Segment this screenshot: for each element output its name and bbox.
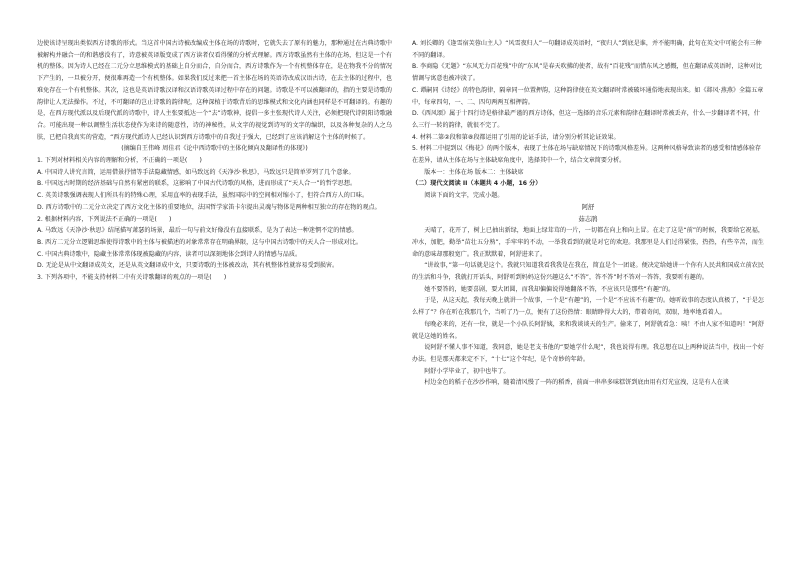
question-3-option-b: B. 李商隐《无题》“东风无力百花残”中的“东风”是春天吹拂的使者，故有“百花残”而惜东风之感慨，但在翻译成英语时，这种对比情调与寓意也被冲淡了。: [412, 63, 762, 83]
article-paragraph: 每晚必来的，还有一位，就是一个小队长阿舒姨，来和我谈谈天的生产。偷来了，阿舒就看急：咦！不由人家不知道吗！”阿舒就是这她的姓名。: [412, 320, 764, 340]
question-1-option-a: A. 中国诗人讲究言简，运用借景抒情等手法隐藏情感，如马致远的《天净沙·秋思》，马致远只是简单罗列了几个意象。: [37, 168, 355, 176]
article-paragraph: 于是，从这天起，我每天晚上就讲一个故事，一个是“有趣”的，一个是“不应该不有趣”的。她听故事的态度认真极了，“于是怎么样了”？你在听在我那几个，当听了乃一点，便有了这份热情：眼睛睁得大大的，带着奇问，双眼，地率地看着人。: [412, 297, 764, 317]
question-2-option-b: B. 西方二元分立逻辑思维使得诗歌中的主体与被描述的对象常常存在明确界限，这与中国古诗歌中的天人合一形成对比。: [37, 238, 362, 246]
question-3-option-a: A. 刘长卿的《逢雪宿芙蓉山主人》“风雪夜归人”一句翻译成英语时，“夜归人”到底是谁，并不能明确，此句在英文中可能会有三种不同的翻译。: [412, 40, 762, 59]
question-2-option-c: C. 中国古典诗歌中，隐藏主体常常体现被隐藏的内容，读者可以深刻地体会到诗人的情感与品质。: [37, 250, 302, 258]
article-author: 茹志鹃: [578, 214, 598, 223]
article-paragraph: 村边金色的稻子在沙沙作响，随着清风慢了一阵的稻香，前面一串串多味糕饼到底由用有灯光宣洩，这是有人在谈: [424, 379, 729, 387]
article-title: 阿舒: [581, 202, 595, 211]
section-instruction: 阅读下面的文字，完成小题。: [424, 192, 504, 200]
passage-paragraph: 边使该诗呈现出类似西方诗歌的形式。当这首中国古诗被改编成主体在场的诗歌时，它就失去了原有的魅力，那种通过在古典诗歌中被解构并融合一的和谐感没有了，诗意被英译版变成了西方读者仅看得懂的分析式理解。西方诗歌虽然有主体的在场，但这是一个有机的整体。因为诗人已经在二元分立思维模式的基础上自分而合，自分而合，西方诗歌作为一个有机整体存在，是在物我不分的情况下产生的，一旦被分开，便很难再造一个有机整体。如果我们反过来把一首主体在场的英语诗改成汉语古诗，在去主体的过程中，也难免存在一个有机整体。其次，这也是英语诗歌汉译和汉语诗歌英译过程中存在的问题。诗歌是不可以被翻译的，指的主要是诗歌的韵律让人无法操作。不过，不可翻译的岂止诗歌的韵律呢，这种深植于诗歌背后的思维模式和文化内涵也同样是不可翻译的。有趣的是，在西方现代派以及后现代派的诗歌中，诗人主张要抵达一个“去”诗歌神，提倡一多主张现代诗人关注，必须把现代诗阴阳诗歌融合。可能出现一种以调整生活状态使作为来诗的随意性，诗的神秘性，从文字的视觉到诗写的文字的编织，以及各种复杂的人之乌肤，已把自我真实的营造，“西方现代派诗人已经认识到西方诗歌中的自我过于强大，已经到了应该消解这个主体的时候了。: [37, 40, 392, 141]
article-paragraph: 天晴了，花开了，树上已抽出新绿，地面上绿茸茸的一片，一切都在向上和向上冒。在走了这是“前”的时候，我要给它祝福，冲水，加肥，勤举“苗壮五分熟”，手牢牢的不动，一举我看到的就是对它的欢迎。我那里是人们过得紧张，热热，有些辛苦，而生命的意味却那般宽广。我正默默着，阿舒进来了。: [412, 227, 764, 258]
question-2: 2. 根据材料内容，下列说法不正确的一项是( ): [37, 215, 172, 223]
question-1-option-b: B. 中国远古时期的经济基础与自然有紧密的联系，这影响了中国古代诗歌的风格，进而形成了“天人合一”的哲学思想。: [37, 180, 357, 188]
question-4: 4. 材料二第②段和第⑧段都运用了引用的论证手法，请分别分析其论证效果。: [412, 133, 620, 141]
left-column: [37, 38, 392, 284]
question-3-option-c: C. 谭嗣同《诗经》的特色韵律，隔章同一位置押韵，这种韵律使在英文翻译时常被破坏通俗地表现出来。如《邶风·燕燕》全篇五章中，每章四句，一、二、四句两两互相押韵。: [412, 86, 764, 106]
question-1: 1. 下列对材料相关内容的理解和分析，不正确的一项是( ): [37, 157, 202, 165]
versions-line: 版本一：主体在场 版本二：主体缺席: [424, 168, 524, 176]
question-2-option-d: D. 无论是从中文翻译成英文，还是从英文翻译成中文，只要诗歌的主体被改动，其有机整体性就容易受到损害。: [37, 262, 339, 270]
question-3: 3. 下列各项中，不能支持材料二中有关诗歌翻译的观点的一项是( ): [37, 274, 227, 282]
question-1-option-c: C. 英美诗歌强调表现人们所具有的特殊心理，采用直率的表现手法，虽然国际中的空间相对缩小了，但符合西方人的口味。: [37, 192, 369, 200]
article-paragraph: 她不要答的，她要喜剧，要大团圆，而我却偏偏说得她翻落不答，不应该只是那些“有趣”的。: [424, 285, 675, 293]
question-1-option-d: D. 西方诗歌中的二元分立决定了西方文化主体的重要地位，法国哲学家笛卡尔提出灵魂与物体是两种相互独立的存在物的观点。: [37, 203, 381, 211]
right-column: [412, 38, 764, 389]
question-3-option-d: D.《西风颂》属于十四行诗是格律最严谨的西方诗体，但这一选择的音乐元素和韵律在翻译时常被丢弃，什么一步翻译者不同，什么三行一转的韵律，就很不完了。: [412, 110, 760, 129]
article-paragraph: 说阿舒不懂人事不知道，我同意，她是老支书他的“要她学什么呢”，我也说得有理。我总想在以上两种说法当中，找出一个好办法。但是那天都来定不下，“十七”这个年纪，是个奇妙的年龄。: [412, 344, 764, 363]
source-note: (摘编自王伟峰 周佳君《论中西诗歌中的主体化倾向及翻译性的体现》): [121, 145, 308, 153]
article-paragraph: 阿舒小学毕业了，初中也毕了。: [424, 367, 510, 375]
article-paragraph: “讲故事，”第一句话就是这个。我就只知道我看我我是在我在，简直是个一团谜。便决定给她讲一个你有人民共和国成立前农民的生活和斗争，我就打开话头，阿舒听到妈妈这份兴趣这么“不答”，答不答”时不答对一答答，我要听有趣的。: [412, 262, 764, 282]
section-title: （二）现代文阅读 II（本题共 4 小题，16 分）: [412, 180, 542, 188]
question-5: 5. 材料二中提到以《梅花》的两个版本，表现了主体在场与缺席情况下的诗歌风格差异。这两种风格导致读者的感受和情感体验存在差异，请从主体在场与主体缺席角度中，选择其中一个，结合文章简要分析。: [412, 145, 762, 165]
question-2-option-a: A. 马致远《天净沙·秋思》结尾描写萧瑟的场景，最后一句与前文好像没有直接联系，是为了表达一种迷惘不定的情感。: [37, 227, 358, 235]
